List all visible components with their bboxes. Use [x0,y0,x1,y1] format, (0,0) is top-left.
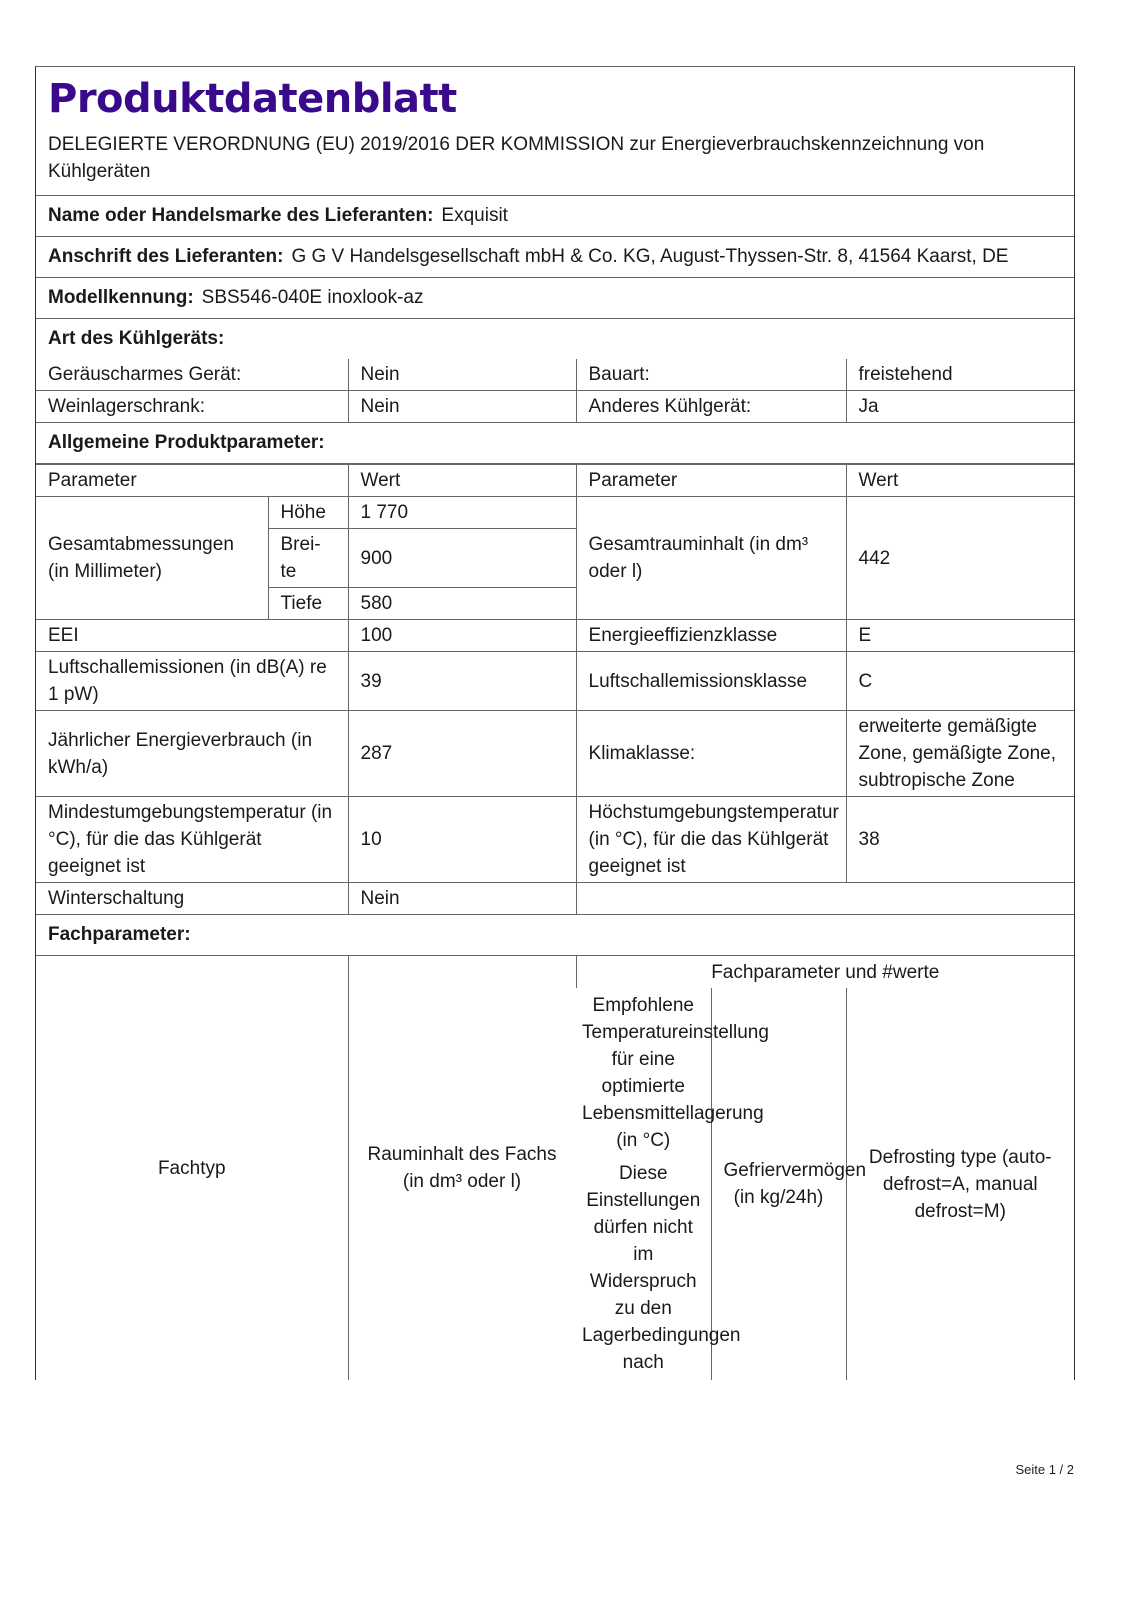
supplier-name-value: Exquisit [441,205,508,226]
compartment-params-table [36,956,1074,1380]
annual-energy-value: 287 [348,711,576,797]
supplier-name-label: Name oder Handelsmarke des Lieferanten: [48,205,434,226]
compartment-params-heading: Fachparameter: [36,915,1074,956]
annual-energy-label: Jährlicher Energieverbrauch (in kWh/a) [36,711,348,797]
defrost-type-header: Defrosting type (auto-defrost=A, manual defrost=M) [846,988,1074,1380]
noise-value: 39 [348,652,576,711]
general-params-heading: Allgemeine Produktparameter: [36,423,1074,464]
max-temp-value: 38 [846,797,1074,883]
model-value: SBS546-040E inoxlook-az [201,287,424,308]
recommended-temp-header [576,988,769,1380]
product-data-sheet [35,66,1075,1380]
col-parameter-header: Parameter [36,465,348,497]
climate-class-value: erweiterte gemäßigte Zone, gemäßigte Zone, subtropische Zone [846,711,1074,797]
noise-class-value: C [846,652,1074,711]
height-value: 1 770 [348,497,576,529]
max-temp-label: Höchstumgebungstemperatur (in °C), für die das Kühlgerät geeignet ist [576,797,846,883]
table-row [36,391,1074,423]
low-noise-value: Nein [348,359,576,391]
appliance-type-table [36,359,1074,423]
regulation-subtitle: DELEGIERTE VERORDNUNG (EU) 2019/2016 DER KOMMISSION zur Energieverbrauchskennzeichnung von Kühlgeräten [48,134,985,182]
supplier-address-value: G G V Handelsgesellschaft mbH & Co. KG, August-Thyssen-Str. 8, 41564 Kaarst, DE [291,246,1009,267]
recommended-temp-note: Diese Einstellungen dürfen nicht im Widerspruch zu den Lagerbedingungen nach [582,1163,741,1373]
table-row [36,797,1074,883]
page-title: Produktdatenblatt [48,76,457,122]
wine-cabinet-value: Nein [348,391,576,423]
design-type-label: Bauart: [576,359,846,391]
climate-class-label: Klimaklasse: [576,711,846,797]
table-row [36,620,1074,652]
supplier-address-label: Anschrift des Lieferanten: [48,246,284,267]
dimensions-label: Gesamtabmessungen (in Millimeter) [36,497,268,620]
table-header-row [36,956,1074,988]
depth-value: 580 [348,588,576,620]
noise-class-label: Luftschallemissionsklasse [576,652,846,711]
other-appliance-label: Anderes Kühlgerät: [576,391,846,423]
other-appliance-value: Ja [846,391,1074,423]
noise-label: Luftschallemissionen (in dB(A) re 1 pW) [36,652,348,711]
supplier-address-row [36,237,1074,278]
col-parameter-header: Parameter [576,465,846,497]
compartment-volume-header: Rauminhalt des Fachs (in dm³ oder l) [348,956,576,1380]
eei-value: 100 [348,620,576,652]
width-value: 900 [348,529,576,588]
total-volume-label: Gesamtrauminhalt (in dm³ oder l) [576,497,846,620]
energy-class-label: Energieeffizienzklasse [576,620,846,652]
min-temp-label: Mindestumgebungstemperatur (in °C), für die das Kühlgerät geeignet ist [36,797,348,883]
total-volume-value: 442 [846,497,1074,620]
recommended-temp-label: Empfohlene Temperatureinstellung für eine optimierte Lebensmittellagerung (in °C) [582,995,769,1151]
depth-label: Tiefe [268,588,348,620]
page-number: Seite 1 / 2 [1015,1462,1074,1477]
general-params-table [36,464,1074,915]
winter-label: Winterschaltung [36,883,348,915]
eei-label: EEI [36,620,348,652]
energy-class-value: E [846,620,1074,652]
col-value-header: Wert [348,465,576,497]
min-temp-value: 10 [348,797,576,883]
appliance-type-heading: Art des Kühlgeräts: [48,328,225,349]
model-row [36,278,1074,319]
model-label: Modellkennung: [48,287,194,308]
supplier-name-row [36,196,1074,237]
col-value-header: Wert [846,465,1074,497]
empty-cell [576,883,1074,915]
freezing-capacity-header: Gefriervermögen (in kg/24h) [711,988,846,1380]
table-header-row [36,465,1074,497]
table-row [36,883,1074,915]
low-noise-label: Geräuscharmes Gerät: [36,359,348,391]
winter-value: Nein [348,883,576,915]
compartment-group-header: Fachparameter und #werte [576,956,1074,988]
table-row [36,711,1074,797]
table-row [36,359,1074,391]
wine-cabinet-label: Weinlagerschrank: [36,391,348,423]
table-row [36,497,1074,529]
compartment-type-header: Fachtyp [157,1157,226,1179]
width-label: Brei-te [268,529,348,588]
height-label: Höhe [268,497,348,529]
design-type-value: freistehend [846,359,1074,391]
title-block [36,67,1074,196]
table-row [36,652,1074,711]
